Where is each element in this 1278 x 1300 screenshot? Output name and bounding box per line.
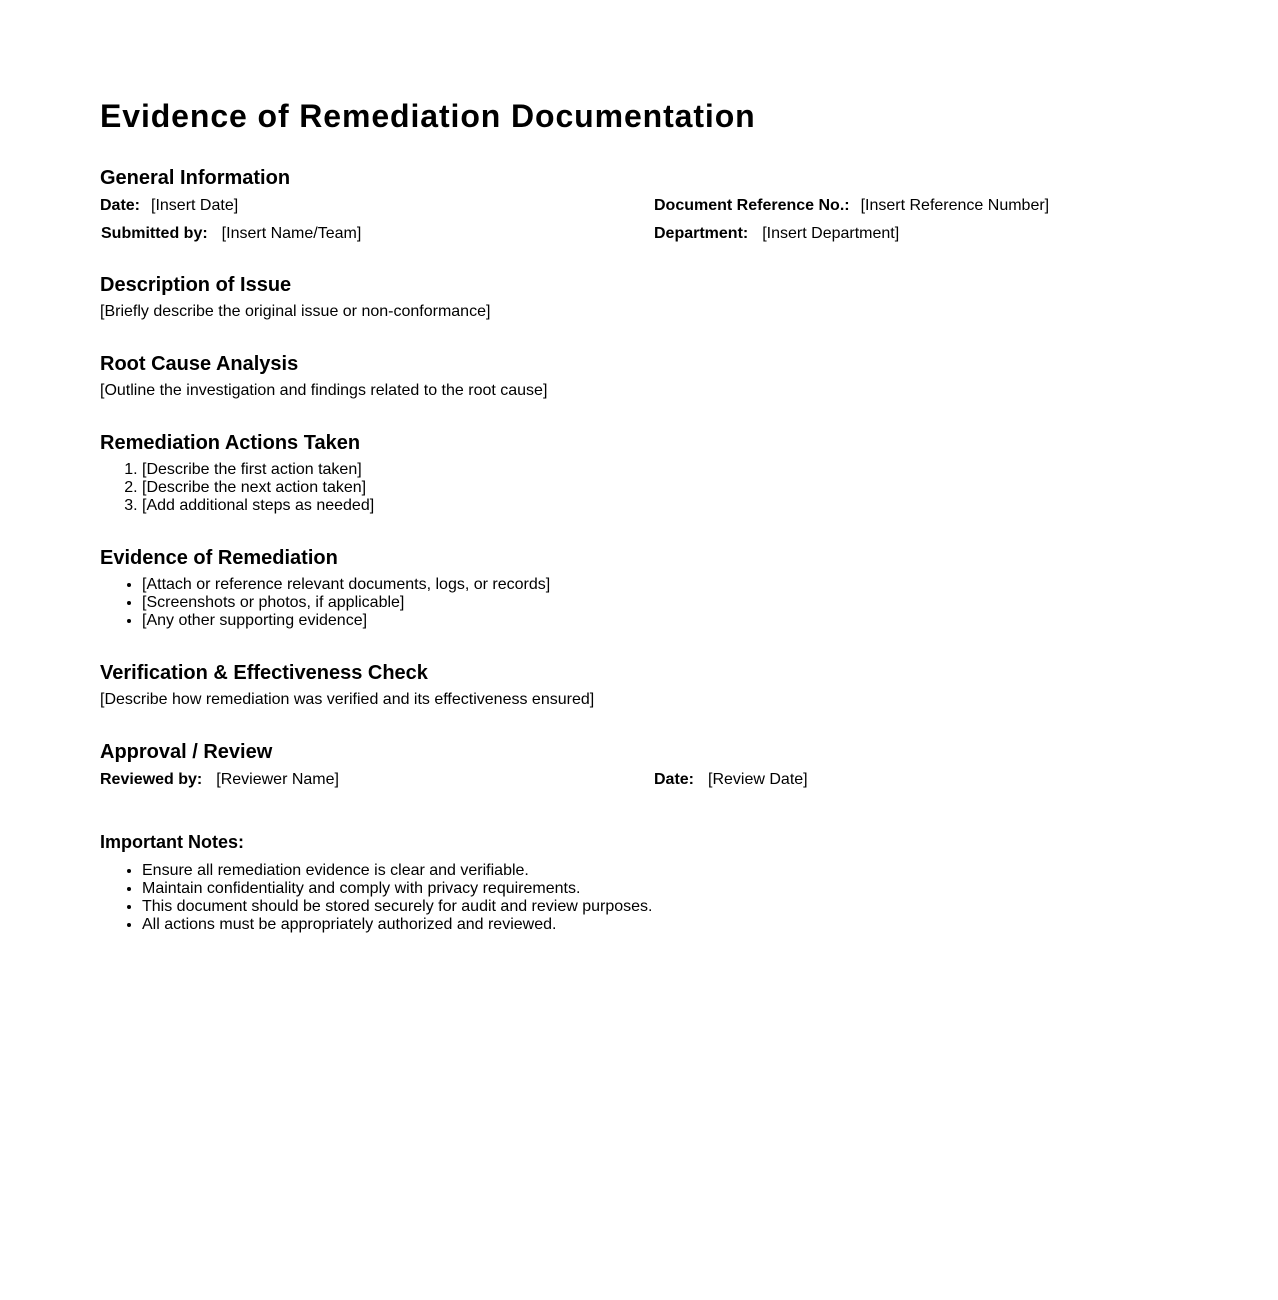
verification-text: [Describe how remediation was verified and its effectiveness ensured] xyxy=(100,691,595,708)
general-information-fields xyxy=(100,197,1180,243)
reviewed-by-field xyxy=(100,771,339,789)
list-item: • [Any other supporting evidence] xyxy=(142,612,1180,630)
list-item: • Ensure all remediation evidence is clear and verifiable. xyxy=(142,862,1180,880)
list-item: • [Screenshots or photos, if applicable] xyxy=(142,594,1180,612)
document-title: Evidence of Remediation Documentation xyxy=(100,98,756,134)
list-item: • [Attach or reference relevant documents, logs, or records] xyxy=(142,576,1180,594)
general-information-section xyxy=(100,166,1180,243)
root-cause-analysis-section xyxy=(100,352,1180,400)
list-item: • All actions must be appropriately authorized and reviewed. xyxy=(142,916,1180,934)
review-date-label: Date: xyxy=(654,771,695,788)
reviewed-by-label: Reviewed by: xyxy=(100,771,203,788)
document-reference-field xyxy=(654,197,1049,215)
important-notes-list xyxy=(100,862,1180,934)
list-item: 3. [Add additional steps as needed] xyxy=(142,497,1180,515)
root-cause-analysis-text: [Outline the investigation and findings related to the root cause] xyxy=(100,382,548,399)
important-notes-section xyxy=(100,832,1180,934)
verification-section xyxy=(100,661,1180,709)
submitted-by-field xyxy=(101,225,361,243)
approval-fields xyxy=(100,771,1180,791)
approval-heading: Approval / Review xyxy=(100,741,273,763)
review-date-field xyxy=(654,771,808,789)
approval-section xyxy=(100,740,1180,791)
document-reference-label: Document Reference No.: xyxy=(654,197,850,214)
review-date-value: [Review Date] xyxy=(708,771,808,788)
remediation-actions-section xyxy=(100,431,1180,515)
date-value: [Insert Date] xyxy=(151,197,239,214)
description-of-issue-section xyxy=(100,273,1180,321)
evidence-of-remediation-list xyxy=(100,576,1180,630)
evidence-of-remediation-heading: Evidence of Remediation xyxy=(100,547,338,569)
list-item: 1. [Describe the first action taken] xyxy=(142,461,1180,479)
department-field xyxy=(654,225,899,243)
department-label: Department: xyxy=(654,225,749,242)
remediation-actions-list xyxy=(100,461,1180,515)
department-value: [Insert Department] xyxy=(762,225,900,242)
document-reference-value: [Insert Reference Number] xyxy=(860,197,1050,214)
verification-heading: Verification & Effectiveness Check xyxy=(100,662,428,684)
list-item: • Maintain confidentiality and comply with privacy requirements. xyxy=(142,880,1180,898)
remediation-actions-heading: Remediation Actions Taken xyxy=(100,432,361,454)
date-field xyxy=(100,197,238,215)
description-of-issue-text: [Briefly describe the original issue or non-conformance] xyxy=(100,303,491,320)
reviewed-by-value: [Reviewer Name] xyxy=(216,771,339,788)
evidence-of-remediation-section xyxy=(100,546,1180,630)
submitted-by-label: Submitted by: xyxy=(101,225,208,242)
list-item: • This document should be stored securely for audit and review purposes. xyxy=(142,898,1180,916)
important-notes-heading: Important Notes: xyxy=(100,832,244,852)
submitted-by-value: [Insert Name/Team] xyxy=(221,225,362,242)
description-of-issue-heading: Description of Issue xyxy=(100,274,292,296)
list-item: 2. [Describe the next action taken] xyxy=(142,479,1180,497)
general-information-heading: General Information xyxy=(100,167,291,189)
date-label: Date: xyxy=(100,197,141,214)
root-cause-analysis-heading: Root Cause Analysis xyxy=(100,353,299,375)
